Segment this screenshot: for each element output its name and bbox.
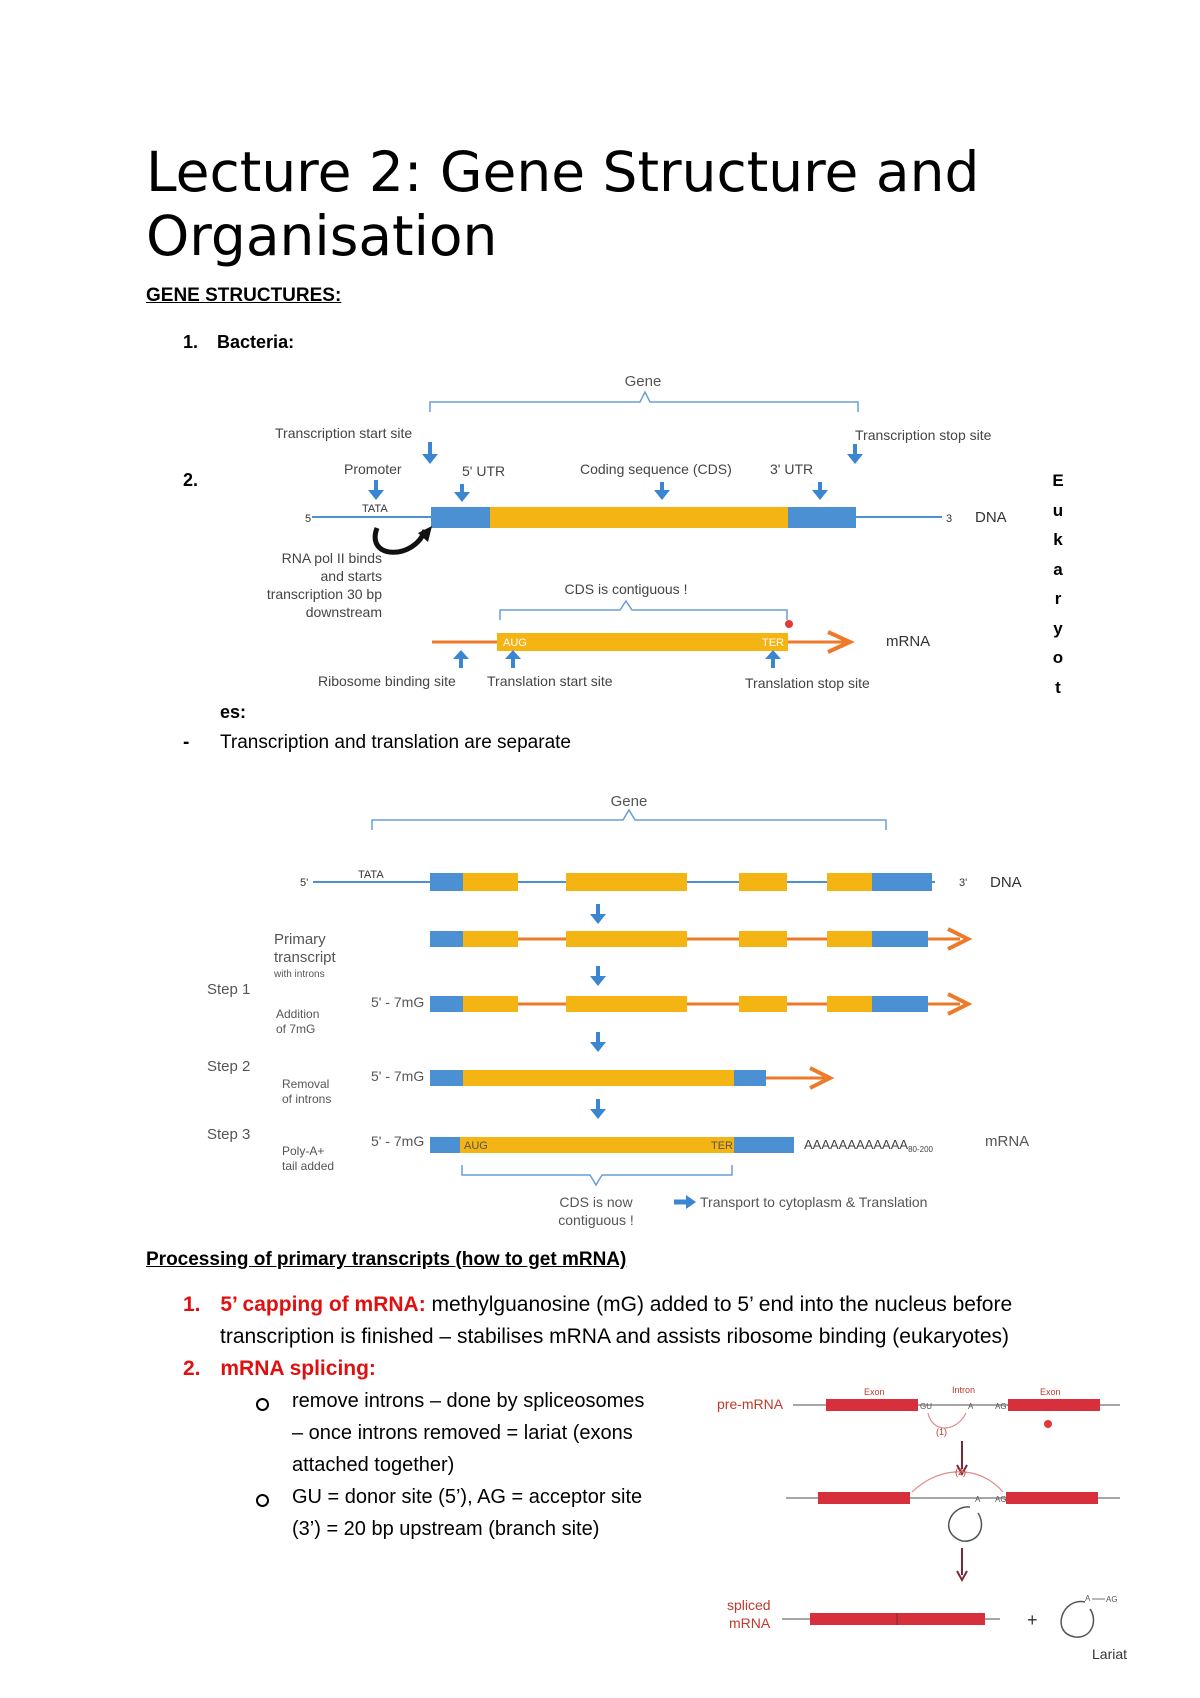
exon-box: [1006, 1492, 1098, 1504]
cds-box: [460, 1137, 734, 1153]
exon: [463, 931, 518, 947]
ter-label: TER: [711, 1140, 733, 1152]
section-heading-gene-structures: GENE STRUCTURES:: [146, 285, 342, 306]
utr5-box: [431, 507, 490, 528]
processing-item-capping: [183, 1289, 1012, 1321]
exon: [566, 996, 687, 1012]
polya-tail: [804, 1137, 934, 1154]
bullet-circle: [256, 1398, 269, 1411]
gene-bracket: [430, 392, 858, 412]
gene-label: Gene: [610, 793, 648, 810]
exon: [739, 931, 787, 947]
list-number: 2.: [183, 470, 199, 490]
exon-box: [826, 1399, 918, 1411]
three-prime-label: 3': [959, 877, 968, 889]
exon-utr: [734, 1137, 794, 1153]
red-dot: [1044, 1420, 1052, 1428]
transport-label: Transport to cytoplasm & Translation: [700, 1194, 928, 1210]
step1-desc: Addition: [276, 1007, 320, 1021]
exon-utr: [734, 1070, 766, 1086]
arrow-head: [422, 454, 438, 464]
page-title: Lecture 2: Gene Structure and Organisation: [146, 140, 980, 268]
spliced-label: mRNA: [729, 1615, 771, 1631]
mrna-label: mRNA: [985, 1133, 1030, 1150]
letter: r: [1054, 589, 1062, 608]
exon-box: [818, 1492, 910, 1504]
spliced-exons: [463, 1070, 734, 1086]
a-label: A: [1085, 1594, 1091, 1603]
exon-utr: [430, 873, 463, 891]
letter: o: [1052, 648, 1064, 667]
list-number: 2.: [183, 1357, 201, 1380]
section-heading-processing: Processing of primary transcripts (how to get mRNA): [146, 1249, 627, 1270]
utr3-box: [788, 507, 856, 528]
down-arrow: [590, 966, 606, 986]
aug-label: AUG: [503, 637, 527, 649]
step1-label: (1): [936, 1427, 947, 1437]
ag-label: AG: [1106, 1595, 1118, 1604]
tata-label: TATA: [362, 503, 388, 515]
splicing-diagram: [700, 1375, 1140, 1675]
exon: [566, 931, 687, 947]
step1-label: Step 1: [207, 981, 251, 998]
exon-box: [1008, 1399, 1100, 1411]
cds-contiguous-label: CDS is contiguous !: [564, 581, 688, 597]
exon: [739, 873, 787, 891]
translation-start-label: Translation start site: [487, 673, 613, 689]
red-dot: [785, 620, 793, 628]
step2-desc: Removal: [282, 1077, 330, 1091]
exon-utr: [430, 931, 463, 947]
polya-subscript: 80-200: [908, 1145, 933, 1154]
step3-label: Step 3: [207, 1126, 251, 1143]
transcription-start-label: Transcription start site: [275, 425, 413, 441]
cap-label: 5' - 7mG: [371, 994, 425, 1010]
cds-box: [490, 507, 788, 528]
cds-now-label: contiguous !: [558, 1212, 634, 1228]
cds-bracket: [462, 1165, 732, 1185]
rbs-label: Ribosome binding site: [318, 673, 456, 689]
gene-bracket: [372, 810, 886, 830]
letter: u: [1052, 500, 1064, 520]
mrna-label: mRNA: [886, 633, 931, 650]
letter: y: [1053, 618, 1063, 638]
arrow-head: [368, 490, 384, 500]
step2-label: (2): [955, 1467, 966, 1477]
bullet-dash: -: [183, 732, 190, 753]
lariat-loop: [949, 1507, 982, 1541]
bullet-text: GU = donor site (5’), AG = acceptor site: [292, 1486, 643, 1508]
down-arrow: [590, 1099, 606, 1119]
step3-desc: tail added: [282, 1159, 335, 1173]
with-introns-label: with introns: [274, 969, 325, 980]
list-label: Bacteria:: [217, 332, 295, 352]
cds-bracket: [500, 601, 787, 620]
gu-label: GU: [920, 1402, 932, 1411]
lariat-shape: [1061, 1602, 1093, 1638]
intron-label: Intron: [952, 1385, 976, 1395]
ag-label: AG: [995, 1495, 1007, 1504]
exon-utr: [430, 996, 463, 1012]
exon: [827, 996, 872, 1012]
capping-label: 5’ capping of mRNA:: [220, 1293, 426, 1316]
bullet-text: attached together): [292, 1454, 455, 1476]
exon: [463, 996, 518, 1012]
step2-desc: of introns: [282, 1092, 332, 1106]
arrow-head: [812, 490, 828, 500]
five-prime-label: 5: [305, 513, 312, 525]
translation-stop-label: Translation stop site: [745, 675, 870, 691]
down-arrow: [590, 904, 606, 924]
exon-utr: [430, 1137, 460, 1153]
polya-text: AAAAAAAAAAAA: [804, 1137, 909, 1152]
rna-pol-label: and starts: [320, 568, 382, 584]
exon: [739, 996, 787, 1012]
rna-pol-label: transcription 30 bp: [266, 586, 382, 602]
arrow-head: [453, 650, 469, 659]
bacterial-gene-diagram: [0, 0, 1200, 700]
down-arrow: [590, 1032, 606, 1052]
exon: [827, 931, 872, 947]
primary-label: transcript: [274, 949, 336, 966]
arrow-head: [765, 650, 781, 659]
cds-label: Coding sequence (CDS): [580, 461, 732, 477]
primary-label: Primary: [274, 931, 326, 948]
exon: [566, 873, 687, 891]
exon: [827, 873, 872, 891]
rna-pol-label: downstream: [305, 604, 382, 620]
arrow-head: [505, 650, 521, 659]
step2-label: Step 2: [207, 1058, 251, 1075]
letter: E: [1052, 471, 1064, 490]
cds-now-label: CDS is now: [559, 1194, 633, 1210]
utr3-label: 3' UTR: [770, 461, 814, 477]
step3-desc: Poly-A+: [282, 1144, 325, 1158]
dna-label: DNA: [990, 874, 1022, 891]
pre-mrna-label: pre-mRNA: [717, 1396, 784, 1412]
bullet-text: – once introns removed = lariat (exons: [292, 1422, 633, 1444]
bullet-circle: [256, 1494, 269, 1507]
exon-label: Exon: [1040, 1387, 1061, 1397]
plus-sign: +: [1027, 1610, 1038, 1630]
right-arrow: [674, 1195, 696, 1209]
step1-desc: of 7mG: [276, 1022, 316, 1036]
gene-label: Gene: [624, 373, 662, 390]
step1-arc: [928, 1413, 966, 1428]
capping-text: methylguanosine (mG) added to 5’ end into the nucleus before: [425, 1293, 1013, 1316]
letter: k: [1053, 530, 1063, 549]
down-arrow: [957, 1548, 967, 1580]
transcription-stop-label: Transcription stop site: [855, 427, 992, 443]
rna-pol-arc: [375, 528, 425, 552]
exon-utr: [872, 996, 928, 1012]
eukaryotes-tail: es:: [220, 702, 247, 722]
exon-utr: [872, 873, 932, 891]
promoter-label: Promoter: [344, 461, 402, 477]
capping-text-cont: transcription is finished – stabilises mRNA and assists ribosome binding (eukaryotes): [220, 1325, 1010, 1348]
ter-label: TER: [762, 637, 784, 649]
eukaryotic-gene-diagram: [0, 780, 1200, 1240]
ag-label: AG: [995, 1402, 1007, 1411]
list-number: 1.: [183, 332, 199, 352]
bullet-text: (3’) = 20 bp upstream (branch site): [292, 1518, 600, 1540]
cap-label: 5' - 7mG: [371, 1068, 425, 1084]
bullet-text: remove introns – done by spliceosomes: [292, 1390, 645, 1412]
cap-label: 5' - 7mG: [371, 1133, 425, 1149]
three-prime-label: 3: [946, 513, 953, 525]
utr5-label: 5' UTR: [462, 463, 506, 479]
spliced-label: spliced: [727, 1597, 771, 1613]
exon-utr: [872, 931, 928, 947]
arrow-head: [847, 454, 863, 464]
list-number: 1.: [183, 1293, 201, 1316]
splicing-label: mRNA splicing:: [220, 1357, 376, 1380]
aug-label: AUG: [464, 1140, 488, 1152]
letter: t: [1055, 677, 1061, 697]
exon-utr: [430, 1070, 463, 1086]
rna-pol-label: RNA pol II binds: [281, 550, 382, 566]
arrow-head: [454, 492, 470, 502]
lariat-label: Lariat: [1092, 1646, 1128, 1662]
letter: a: [1053, 559, 1063, 579]
exon: [463, 873, 518, 891]
exon-label: Exon: [864, 1387, 885, 1397]
tata-label: TATA: [358, 869, 384, 881]
a-label: A: [975, 1495, 981, 1504]
bullet-text: Transcription and translation are separate: [220, 732, 571, 753]
five-prime-label: 5': [300, 877, 309, 889]
mrna-cds-box: [497, 633, 788, 651]
a-label: A: [968, 1402, 974, 1411]
arrow-head: [654, 490, 670, 500]
dna-label: DNA: [975, 509, 1007, 526]
processing-item-splicing: [183, 1353, 376, 1385]
